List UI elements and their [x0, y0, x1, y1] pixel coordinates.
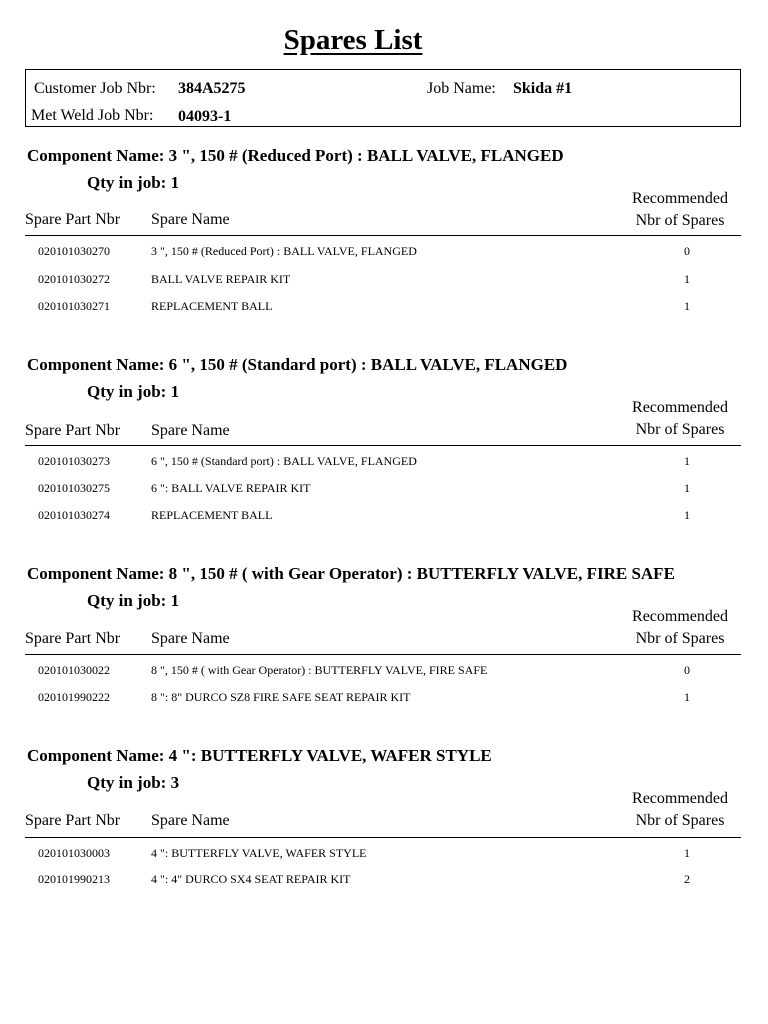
header-rule: [25, 654, 741, 655]
spare-part-nbr: 020101030272: [38, 272, 110, 286]
job-name-value: Skida #1: [513, 80, 573, 97]
table-row: [0, 481, 768, 508]
col-header-recommended: [610, 397, 750, 441]
spare-part-nbr: 020101030270: [38, 244, 110, 258]
component-name: Component Name: 3 ", 150 # (Reduced Port) : BALL VALVE, FLANGED: [27, 146, 564, 165]
customer-job-value: 384A5275: [178, 80, 246, 97]
col-header-recommended-line2: Nbr of Spares: [635, 212, 725, 229]
component-section: [0, 564, 768, 764]
recommended-count: 0: [684, 244, 690, 258]
spare-name: 4 ": 4" DURCO SX4 SEAT REPAIR KIT: [151, 872, 351, 886]
col-header-part-nbr: Spare Part Nbr: [25, 211, 121, 228]
recommended-count: 2: [684, 872, 690, 886]
recommended-count: 1: [684, 481, 690, 495]
component-name: Component Name: 8 ", 150 # ( with Gear Operator) : BUTTERFLY VALVE, FIRE SAFE: [27, 564, 675, 583]
col-header-part-nbr: Spare Part Nbr: [25, 422, 121, 439]
job-info-box: [25, 69, 741, 127]
table-row: [0, 872, 768, 899]
header-rule: [25, 837, 741, 838]
spare-name: REPLACEMENT BALL: [151, 299, 273, 313]
table-row: [0, 663, 768, 690]
spare-part-nbr: 020101990222: [38, 690, 110, 704]
spare-name: 6 ", 150 # (Standard port) : BALL VALVE, FLANGED: [151, 454, 417, 468]
metweld-job-value: 04093-1: [178, 108, 232, 125]
col-header-recommended: [610, 788, 750, 832]
col-header-recommended-line1: Recommended: [632, 399, 728, 416]
component-name: Component Name: 6 ", 150 # (Standard port) : BALL VALVE, FLANGED: [27, 355, 568, 374]
component-qty: Qty in job: 1: [87, 173, 180, 192]
header-rule: [25, 235, 741, 236]
page-title: Spares List: [283, 24, 423, 56]
recommended-count: 1: [684, 846, 690, 860]
col-header-recommended-line2: Nbr of Spares: [635, 630, 725, 647]
component-name: Component Name: 4 ": BUTTERFLY VALVE, WAFER STYLE: [27, 746, 492, 765]
spare-part-nbr: 020101030275: [38, 481, 110, 495]
table-row: [0, 244, 768, 271]
table-row: [0, 272, 768, 299]
component-section: [0, 355, 768, 555]
recommended-count: 1: [684, 508, 690, 522]
spare-name: 6 ": BALL VALVE REPAIR KIT: [151, 481, 311, 495]
job-name-label: Job Name:: [427, 80, 496, 97]
spare-part-nbr: 020101030022: [38, 663, 110, 677]
spare-part-nbr: 020101990213: [38, 872, 110, 886]
col-header-recommended-line1: Recommended: [632, 608, 728, 625]
table-row: [0, 690, 768, 717]
spare-part-nbr: 020101030273: [38, 454, 110, 468]
spare-name: BALL VALVE REPAIR KIT: [151, 272, 291, 286]
recommended-count: 1: [684, 272, 690, 286]
col-header-spare-name: Spare Name: [151, 211, 230, 228]
metweld-job-label: Met Weld Job Nbr:: [31, 107, 154, 124]
customer-job-label: Customer Job Nbr:: [34, 80, 156, 97]
col-header-recommended-line1: Recommended: [632, 790, 728, 807]
component-qty: Qty in job: 1: [87, 591, 180, 610]
component-qty: Qty in job: 3: [87, 773, 180, 792]
spare-name: 8 ": 8" DURCO SZ8 FIRE SAFE SEAT REPAIR KIT: [151, 690, 411, 704]
col-header-recommended: [610, 606, 750, 650]
spare-part-nbr: 020101030274: [38, 508, 110, 522]
spare-name: 4 ": BUTTERFLY VALVE, WAFER STYLE: [151, 846, 367, 860]
recommended-count: 1: [684, 454, 690, 468]
spare-name: 8 ", 150 # ( with Gear Operator) : BUTTERFLY VALVE, FIRE SAFE: [151, 663, 488, 677]
col-header-recommended-line2: Nbr of Spares: [635, 421, 725, 438]
spare-name: 3 ", 150 # (Reduced Port) : BALL VALVE, FLANGED: [151, 244, 417, 258]
recommended-count: 1: [684, 299, 690, 313]
col-header-recommended: [610, 188, 750, 232]
spare-part-nbr: 020101030271: [38, 299, 110, 313]
col-header-part-nbr: Spare Part Nbr: [25, 812, 121, 829]
table-row: [0, 846, 768, 873]
component-section: [0, 746, 768, 946]
header-rule: [25, 445, 741, 446]
col-header-recommended-line2: Nbr of Spares: [635, 812, 725, 829]
table-row: [0, 454, 768, 481]
col-header-spare-name: Spare Name: [151, 422, 230, 439]
component-section: [0, 146, 768, 346]
recommended-count: 1: [684, 690, 690, 704]
table-row: [0, 508, 768, 535]
col-header-recommended-line1: Recommended: [632, 190, 728, 207]
recommended-count: 0: [684, 663, 690, 677]
spare-name: REPLACEMENT BALL: [151, 508, 273, 522]
spare-part-nbr: 020101030003: [38, 846, 110, 860]
col-header-spare-name: Spare Name: [151, 630, 230, 647]
col-header-spare-name: Spare Name: [151, 812, 230, 829]
col-header-part-nbr: Spare Part Nbr: [25, 630, 121, 647]
component-qty: Qty in job: 1: [87, 382, 180, 401]
table-row: [0, 299, 768, 326]
